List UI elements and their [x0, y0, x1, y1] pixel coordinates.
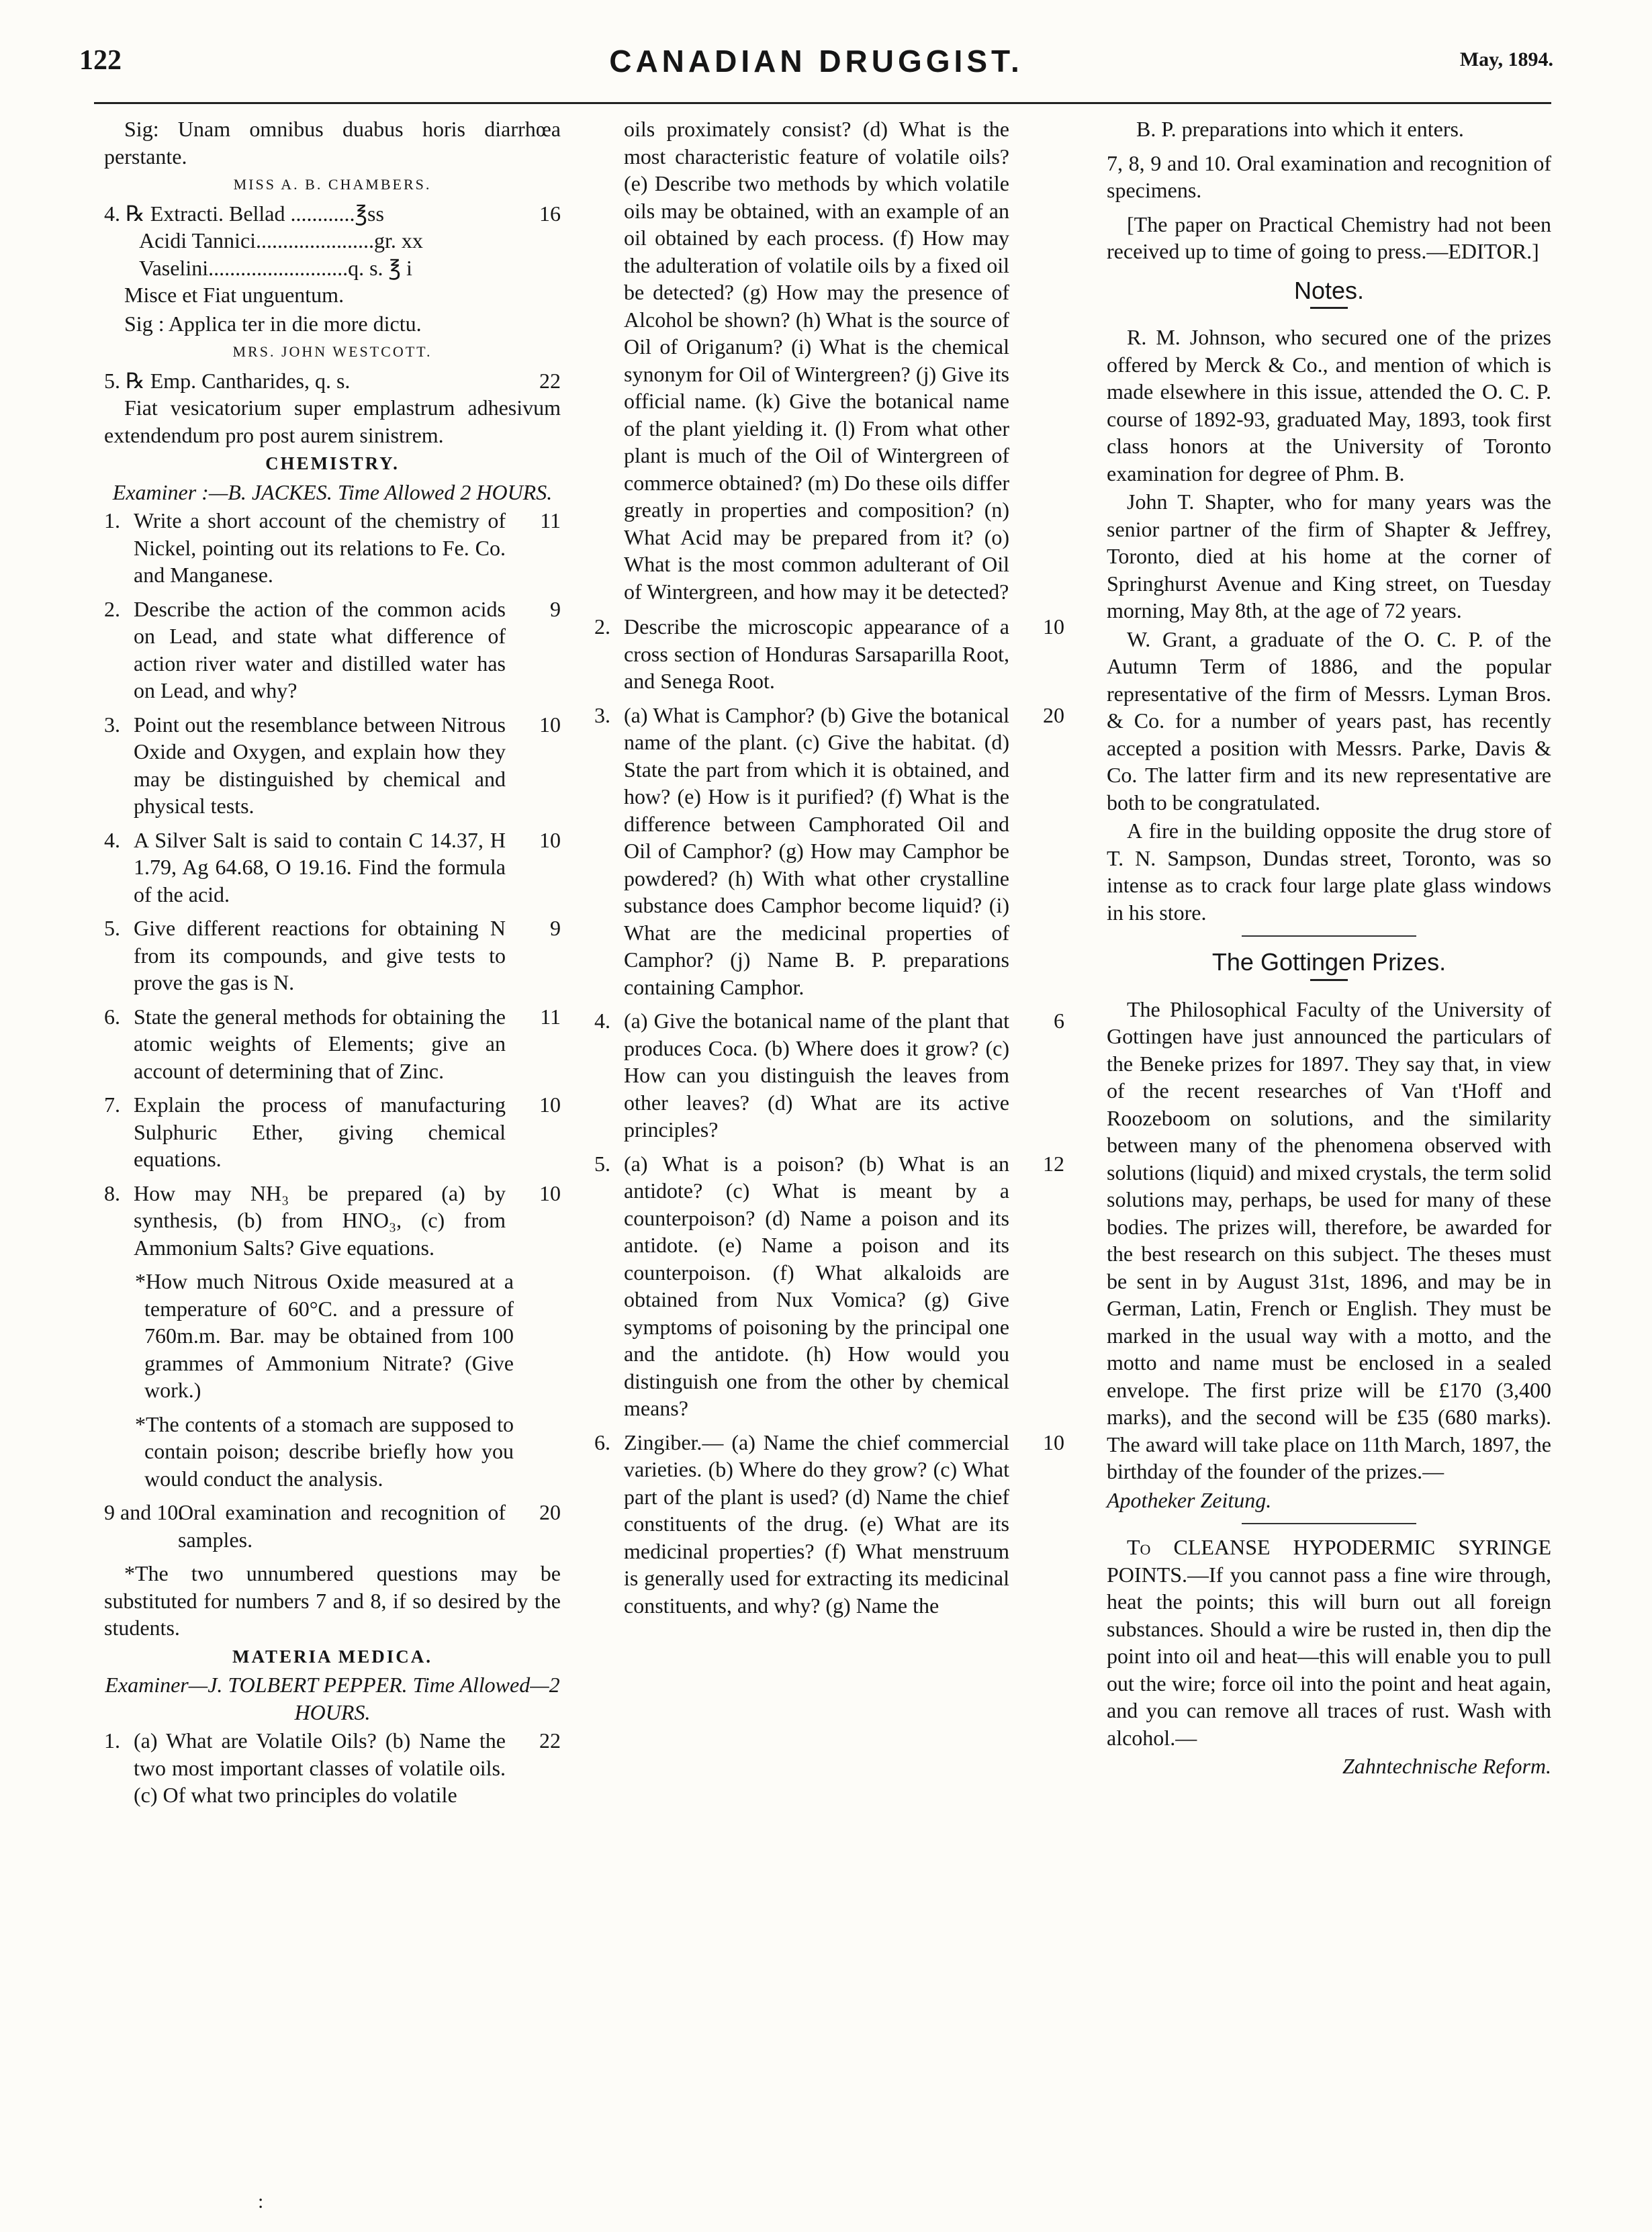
question-marks: 22 [539, 368, 561, 393]
exam-question [104, 1180, 561, 1262]
question-marks: 20 [1043, 702, 1064, 727]
rx-line: Vaselini..........................q. s. ℥ i [139, 255, 412, 280]
gottingen-article: The Philosophical Faculty of the University of Gottingen have just announced the particulars of the Beneke prizes for 1897. They say that, in view of the recent researches of Van t'Hoff and Roozeboom on solutions, and the similarity between many of the phenomena observed with solutions (liquid) and mixed crystals, the term solid solutions may, perhaps, be used for many of these bodies. The prizes will, therefore, be awarded for the best research on this subject. The theses must be sent in by August 31st, 1896, and may be in German, Latin, French or English. They must be marked in the usual way with a motto, and the motto and name must be enclosed in a sealed envelope. The first prize will be £170 (3,400 marks), and the second will be £35 (680 marks). The award will take place on 11th March, 1897, the birthday of the founder of the prizes.— [1107, 996, 1551, 1483]
question-text: Explain the process of manufacturing Sulphuric Ether, giving chemical equations. [134, 1092, 506, 1171]
exam-question [104, 507, 561, 589]
question-number: 6. [594, 1430, 610, 1454]
chemistry-questions [104, 507, 561, 1261]
note-item: W. Grant, a graduate of the O. C. P. of the Autumn Term of 1886, and the popular representative of the firm of Messrs. Lyman Bros. & Co. for a number of years past, has recently accepted a position with Messrs. Parke, Davis & Co. The latter firm and its new representative are both to be congratulated. [1107, 626, 1551, 815]
article-source: Zahntechnische Reform. [1342, 1754, 1551, 1778]
column-3 [1107, 115, 1551, 1780]
exam-question [1107, 150, 1551, 204]
question-number: 2. [104, 596, 120, 621]
footer-mark: : [258, 2190, 264, 2213]
exam-question [104, 1727, 561, 1809]
column-1 [104, 115, 561, 1816]
page-header [79, 40, 1553, 94]
examiner-line: Examiner :—B. JACKES. Time Allowed 2 HOURS. [112, 479, 553, 504]
question-text: (a) What is Camphor? (b) Give the botanical name of the plant. (c) Give the habitat. (d) State the part from which it is obtained, and how? (e) How is it purified? (f) What is the difference between Camphorated Oil and Oil of Camphor? (g) How may Camphor be powdered? (h) With what other crystalline substance does Camphor become liquid? (i) What are the medicinal properties of Camphor? (j) Name B. P. preparations containing Camphor. [624, 702, 1009, 999]
rx-line: 5. ℞ Emp. Cantharides, q. s. [104, 368, 351, 393]
misce-text: Misce et Fiat unguentum. [124, 283, 345, 307]
question-text: Oral examination and recognition of samples. [178, 1500, 506, 1552]
publication-title: CANADIAN DRUGGIST. [609, 44, 1023, 79]
question-marks: 6 [1054, 1009, 1064, 1033]
column-2 [594, 115, 1064, 1626]
article-source: Apotheker Zeitung. [1107, 1487, 1272, 1512]
rx-line: 4. ℞ Extracti. Bellad ............℥ss [104, 201, 384, 226]
exam-question [104, 1499, 561, 1553]
question-number: 4. [104, 827, 120, 852]
note-item: A fire in the building opposite the drug store of T. N. Sampson, Dundas street, Toronto, was so intense as to crack four large plate glass windows in his store. [1107, 819, 1551, 925]
section-divider [1242, 935, 1416, 937]
question-marks: 11 [540, 508, 561, 532]
question-text: (a) Give the botanical name of the plant that produces Coca. (b) Where does it grow? (c) How can you distinguish the leaves from other leaves? (d) What are its active principles? [624, 1009, 1009, 1142]
question-marks: 10 [539, 1092, 561, 1117]
section-heading-chemistry: CHEMISTRY. [265, 453, 400, 473]
header-rule [94, 102, 1551, 104]
question-text: Point out the resemblance between Nitrous Oxide and Oxygen, and explain how they may be distinguished by chemical and physical tests. [134, 712, 506, 818]
exam-question [594, 702, 1064, 1001]
question-marks: 10 [1043, 614, 1064, 639]
question-number: 5. [594, 1151, 610, 1176]
exam-question [104, 1003, 561, 1085]
question-text: A Silver Salt is said to contain C 14.37, H 1.79, Ag 64.68, O 19.16. Find the formula of the acid. [134, 827, 506, 906]
question-text: Write a short account of the chemistry of Nickel, pointing out its relations to Fe. Co. and Manganese. [134, 508, 506, 587]
section-heading-materia-medica: MATERIA MEDICA. [232, 1646, 432, 1667]
question-text: (a) What are Volatile Oils? (b) Name the two most important classes of volatile oils. (c) Of what two principles do volatile [134, 1728, 506, 1807]
issue-date: May, 1894. [1459, 48, 1553, 71]
note-item: John T. Shapter, who for many years was the senior partner of the firm of Shapter & Jeffrey, Toronto, died at his home at the corner of Springhurst Avenue and King street, on Tuesday morning, May 8th, at the age of 72 years. [1107, 490, 1551, 622]
syringe-article [1107, 1534, 1551, 1751]
question-number: 4. [594, 1009, 610, 1033]
question-continuation: B. P. preparations into which it enters. [1136, 117, 1464, 141]
footnote: *The two unnumbered questions may be substituted for numbers 7 and 8, if so desired by the students. [104, 1561, 561, 1640]
question-marks: 20 [539, 1500, 561, 1524]
starred-question: *How much Nitrous Oxide measured at a temperature of 60°C. and a pressure of 760m.m. Bar. may be obtained from 100 grammes of Ammonium Nitrate? (Give work.) [135, 1269, 514, 1402]
article-body: —If you cannot pass a fine wire through, heat the points; this will burn out all foreign substances. Should a wire be rusted in, then dip the point into oil and heat—this will enable you to pull out the wire; force oil into the point and heat again, and you can remove all traces of rust. Wash with alcohol.— [1107, 1562, 1551, 1750]
page-number: 122 [79, 45, 122, 76]
sig-text: Sig : Applica ter in die more dictu. [124, 311, 422, 336]
sig-text: Sig: Unam omnibus duabus horis diarrhœa perstante. [104, 117, 561, 169]
question-text: State the general methods for obtaining the atomic weights of Elements; give an account of determining that of Zinc. [134, 1004, 506, 1083]
author-name: MISS A. B. CHAMBERS. [233, 176, 432, 193]
question-number: 7, 8, 9 and 10. [1107, 150, 1231, 175]
exam-question [104, 711, 561, 820]
exam-question [594, 1007, 1064, 1144]
heading-rule [1310, 307, 1348, 309]
exam-question [594, 613, 1064, 695]
article-heading: To CLEANSE HYPODERMIC SYRINGE POINTS. [1107, 1535, 1551, 1587]
rx-line: Acidi Tannici......................gr. xx [139, 228, 423, 252]
question-continuation: oils proximately consist? (d) What is the most characteristic feature of volatile oils? (e) Describe two methods by which volatile oils may be obtained, with an example of an oil obtained by each process. (f) How may the adulteration of volatile oils by a fixed oil be detected? (g) How may the presence of Alcohol be shown? (h) What is the source of Oil of Origanum? (i) What is the chemical synonym for Oil of Wintergreen? (j) Give its official name. (k) Give the botanical name of the plant yielding it. (l) From what other plant is much of the Oil of Wintergreen of commerce obtained? (m) Do these oils differ greatly in properties and composition? (n) What Acid may be prepared from it? (o) What is the most common adulterant of Oil of Wintergreen, and how may it be detected? [624, 117, 1009, 604]
question-number: 5. [104, 916, 120, 940]
question-marks: 10 [539, 712, 561, 737]
question-number: 1. [104, 1728, 120, 1753]
exam-question [104, 596, 561, 704]
question-text: How may NH₃ be prepared (a) by synthesis, (b) from HNO₃, (c) from Ammonium Salts? Give equations. [134, 1180, 506, 1260]
question-marks: 16 [539, 201, 561, 226]
question-number: 3. [104, 712, 120, 737]
prescription-4 [104, 200, 561, 282]
exam-question [104, 1091, 561, 1173]
question-number: 2. [594, 614, 610, 639]
section-divider [1242, 1523, 1416, 1524]
question-marks: 10 [539, 1180, 561, 1205]
exam-question [104, 827, 561, 909]
question-text: Describe the action of the common acids on Lead, and state what difference of action river water and distilled water has on Lead, and why? [134, 596, 506, 702]
exam-question [594, 1150, 1064, 1422]
question-marks: 9 [550, 596, 561, 621]
question-number: 9 and 10. [104, 1500, 184, 1524]
question-marks: 10 [1043, 1430, 1064, 1454]
question-text: Give different reactions for obtaining N from its compounds, and give tests to prove the gas is N. [134, 916, 506, 994]
question-number: 6. [104, 1004, 120, 1029]
question-marks: 11 [540, 1004, 561, 1029]
notes-heading: Notes. [1293, 276, 1365, 304]
gottingen-heading: The Gottingen Prizes. [1211, 948, 1447, 976]
prescription-5 [104, 367, 561, 395]
question-number: 7. [104, 1092, 120, 1117]
exam-question [104, 915, 561, 996]
heading-rule [1310, 979, 1348, 981]
materia-medica-questions [594, 613, 1064, 1619]
note-item: R. M. Johnson, who secured one of the prizes offered by Merck & Co., and mention of which is made elsewhere in this issue, attended the O. C. P. course of 1892-93, graduated May, 1893, took first class honors at the University of Toronto examination for degree of Phm. B. [1107, 325, 1551, 485]
editor-note: [The paper on Practical Chemistry had not been received up to time of going to press.—EDITOR.] [1107, 212, 1551, 263]
question-text: (a) What is a poison? (b) What is an antidote? (c) What is meant by a counterpoison? (d) Name a poison and its antidote. (e) Name a poison and its counterpoison. (f) What alkaloids are obtained from Nux Vomica? (g) Give symptoms of poisoning by the principal one and the antidote. (h) How would you distinguish one from the other by chemical means? [624, 1151, 1009, 1420]
question-marks: 22 [539, 1728, 561, 1753]
question-number: 1. [104, 508, 120, 532]
question-marks: 10 [539, 827, 561, 852]
exam-question [594, 1429, 1064, 1620]
question-marks: 9 [550, 916, 561, 940]
question-text: Oral examination and recognition of specimens. [1107, 150, 1552, 202]
question-marks: 12 [1043, 1151, 1064, 1176]
starred-question: *The contents of a stomach are supposed to contain poison; describe briefly how you would conduct the analysis. [135, 1411, 514, 1491]
author-name: MRS. JOHN WESTCOTT. [232, 343, 432, 360]
fiat-text: Fiat vesicatorium super emplastrum adhesivum extendendum pro post aurem sinistrem. [104, 396, 561, 447]
question-number: 8. [104, 1180, 120, 1205]
notes-list [1107, 324, 1551, 926]
examiner-line: Examiner—J. TOLBERT PEPPER. Time Allowed—2 HOURS. [105, 1673, 560, 1724]
question-text: Zingiber.— (a) Name the chief commercial varieties. (b) Where do they grow? (c) What part of the plant is used? (d) Name the chief constituents of the drug. (e) What are its medicinal properties? (f) What menstruum is generally used for extracting its medicinal constituents, and why? (g) Name the [624, 1430, 1009, 1618]
question-text: Describe the microscopic appearance of a cross section of Honduras Sarsaparilla Root, and Senega Root. [624, 614, 1009, 693]
question-number: 3. [594, 702, 610, 727]
